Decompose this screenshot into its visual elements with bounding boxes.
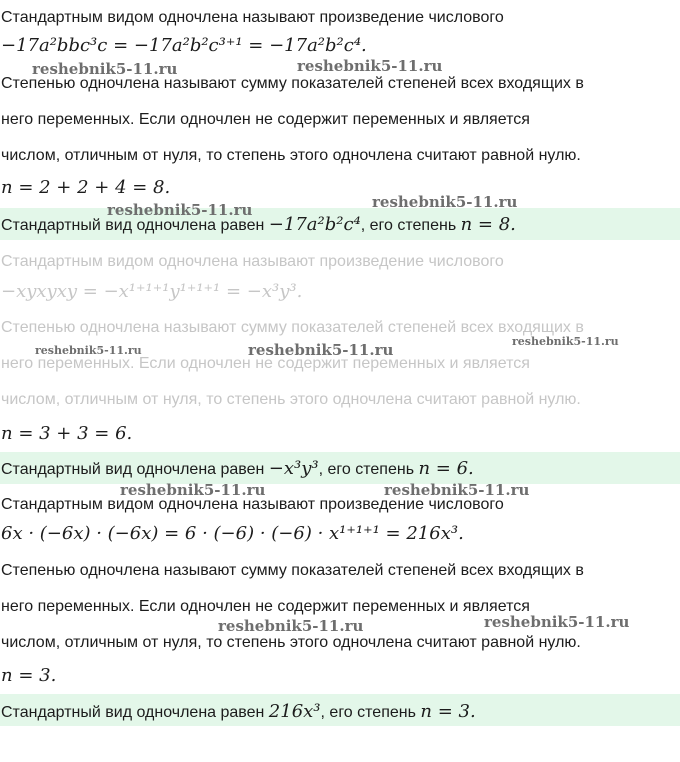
answer-line	[0, 457, 680, 482]
answer-prefix: Стандартный вид одночлена равен	[1, 461, 269, 478]
watermark: reshebnik5-11.ru	[372, 193, 518, 211]
degree-definition-line: числом, отличным от нуля, то степень этого одночлена считают равной нулю.	[1, 634, 581, 651]
answer-prefix: Стандартный вид одночлена равен	[1, 704, 269, 721]
answer-degree: n = 3.	[420, 701, 476, 722]
watermark: reshebnik5-11.ru	[484, 613, 630, 631]
degree-formula: n = 3 + 3 = 6.	[1, 423, 133, 444]
degree-formula: n = 2 + 2 + 4 = 8.	[1, 177, 171, 198]
watermark: reshebnik5-11.ru	[248, 341, 394, 359]
degree-definition-line: него переменных. Если одночлен не содержит переменных и является	[1, 355, 530, 372]
degree-definition-line: Степенью одночлена называют сумму показателей степеней всех входящих в	[1, 319, 584, 336]
answer-standard-form: −x³y³	[268, 458, 319, 479]
definition-line: Стандартным видом одночлена называют произведение числового	[1, 9, 504, 26]
degree-definition-line: него переменных. Если одночлен не содержит переменных и является	[1, 111, 530, 128]
answer-standard-form: 216x³	[268, 701, 321, 722]
definition-line: Стандартным видом одночлена называют произведение числового	[1, 253, 504, 270]
degree-definition-line: числом, отличным от нуля, то степень этого одночлена считают равной нулю.	[1, 391, 581, 408]
degree-formula: n = 3.	[1, 665, 57, 686]
definition-line: Стандартным видом одночлена называют произведение числового	[1, 496, 504, 513]
watermark: reshebnik5-11.ru	[35, 344, 142, 357]
answer-line	[0, 213, 680, 238]
degree-definition-line: него переменных. Если одночлен не содержит переменных и является	[1, 598, 530, 615]
standard-form-formula: 6x · (−6x) · (−6x) = 6 · (−6) · (−6) · x¹⁺¹⁺¹ = 216x³.	[1, 523, 464, 544]
answer-degree: n = 6.	[418, 458, 474, 479]
watermark: reshebnik5-11.ru	[384, 481, 530, 499]
watermark: reshebnik5-11.ru	[32, 60, 178, 78]
watermark: reshebnik5-11.ru	[218, 617, 364, 635]
answer-middle: , его степень	[360, 217, 461, 234]
degree-definition-line: Степенью одночлена называют сумму показателей степеней всех входящих в	[1, 75, 584, 92]
standard-form-formula: −xyxyxy = −x¹⁺¹⁺¹y¹⁺¹⁺¹ = −x³y³.	[1, 281, 303, 302]
answer-prefix: Стандартный вид одночлена равен	[1, 217, 269, 234]
answer-line	[0, 700, 680, 725]
answer-degree: n = 8.	[460, 214, 516, 235]
watermark: reshebnik5-11.ru	[120, 481, 266, 499]
answer-standard-form: −17a²b²c⁴	[268, 214, 361, 235]
standard-form-formula: −17a²bbc³c = −17a²b²c³⁺¹ = −17a²b²c⁴.	[1, 35, 367, 56]
watermark: reshebnik5-11.ru	[107, 201, 253, 219]
watermark: reshebnik5-11.ru	[297, 57, 443, 75]
answer-middle: , его степень	[318, 461, 419, 478]
degree-definition-line: Степенью одночлена называют сумму показателей степеней всех входящих в	[1, 562, 584, 579]
answer-middle: , его степень	[320, 704, 421, 721]
degree-definition-line: числом, отличным от нуля, то степень этого одночлена считают равной нулю.	[1, 147, 581, 164]
watermark: reshebnik5-11.ru	[512, 335, 619, 348]
